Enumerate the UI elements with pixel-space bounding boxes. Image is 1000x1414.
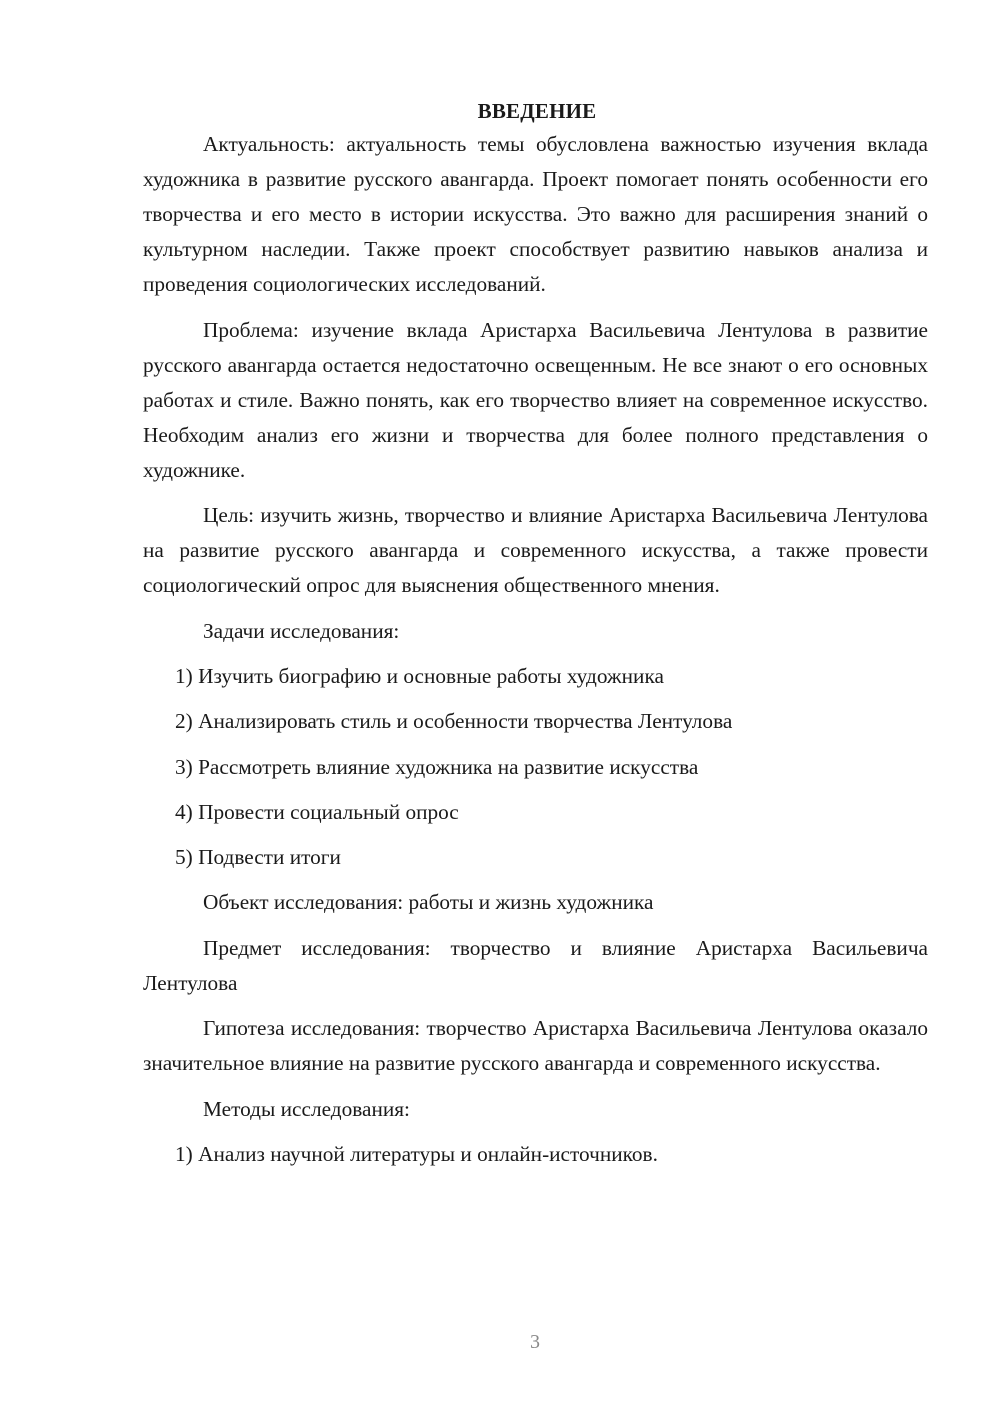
- task-item: 1) Изучить биографию и основные работы художника: [175, 664, 664, 688]
- tasks-heading: Задачи исследования:: [203, 618, 400, 643]
- goal-paragraph: Цель: изучить жизнь, творчество и влияние Аристарха Васильевича Лентулова на развитие русского авангарда и современного искусства, а также провести социологический опрос для выяснения общественного мнения.: [143, 503, 928, 597]
- methods-heading: Методы исследования:: [203, 1096, 410, 1121]
- relevance-paragraph: Актуальность: актуальность темы обусловлена важностью изучения вклада художника в развитие русского авангарда. Проект помогает понять особенности его творчества и его место в истории искусства. Это важно для расширения знаний о культурном наследии. Также проект способствует развитию навыков анализа и проведения социологических исследований.: [143, 132, 928, 296]
- task-item: 3) Рассмотреть влияние художника на развитие искусства: [175, 754, 699, 779]
- method-item: 1) Анализ научной литературы и онлайн-источников.: [175, 1142, 658, 1167]
- section-heading: ВВЕДЕНИЕ: [477, 99, 597, 123]
- document-page: [143, 95, 928, 1183]
- page-number: 3: [530, 1331, 540, 1353]
- object-paragraph: Объект исследования: работы и жизнь художника: [203, 890, 654, 915]
- tasks-list: [143, 659, 928, 875]
- hypothesis-paragraph: Гипотеза исследования: творчество Аристарха Васильевича Лентулова оказало значительное влияние на развитие русского авангарда и современного искусства.: [143, 1016, 928, 1076]
- task-item: 2) Анализировать стиль и особенности творчества Лентулова: [175, 709, 733, 734]
- methods-list: [143, 1137, 928, 1172]
- subject-paragraph: Предмет исследования: творчество и влияние Аристарха Васильевича Лентулова: [143, 935, 928, 995]
- problem-paragraph: Проблема: изучение вклада Аристарха Васильевича Лентулова в развитие русского авангарда остается недостаточно освещенным. Не все знают о его основных работах и стиле. Важно понять, как его творчество влияет на современное искусство. Необходим анализ его жизни и творчества для более полного представления о художнике.: [143, 317, 928, 482]
- task-item: 5) Подвести итоги: [175, 845, 341, 870]
- task-item: 4) Провести социальный опрос: [175, 799, 459, 824]
